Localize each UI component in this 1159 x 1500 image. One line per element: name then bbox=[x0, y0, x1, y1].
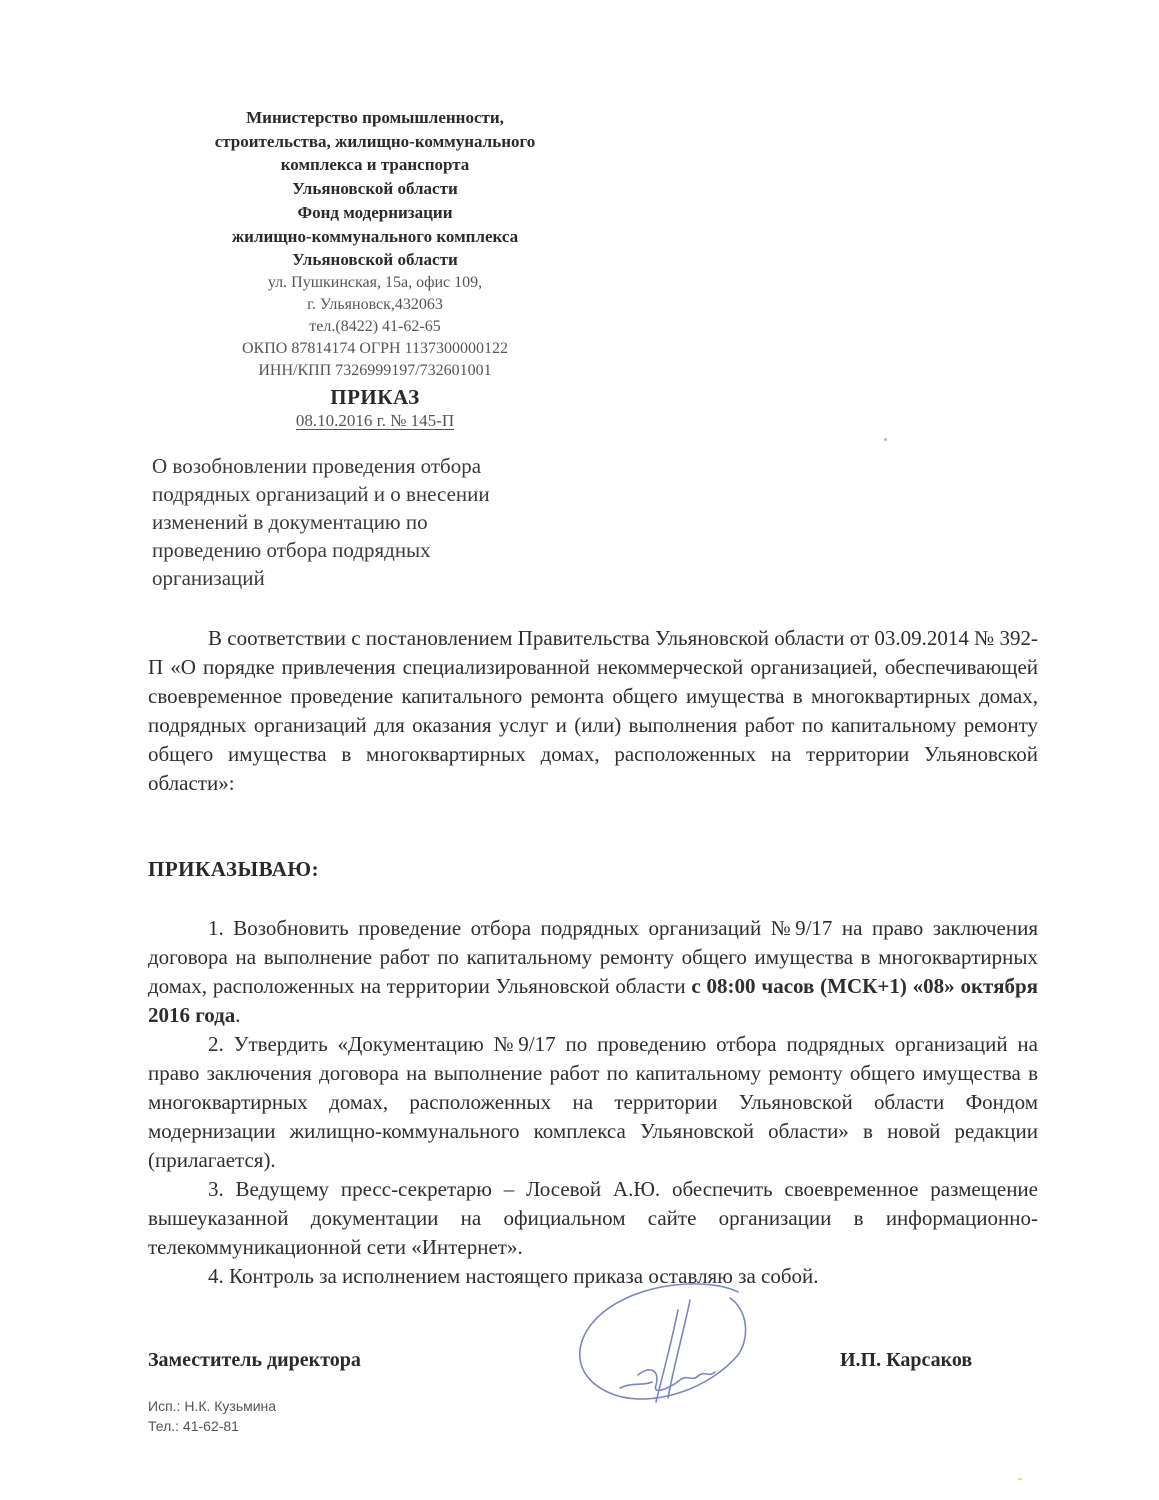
order-date-number: 08.10.2016 г. № 145-П bbox=[295, 410, 455, 430]
org-line-7: Ульяновской области bbox=[292, 250, 458, 270]
address-line-2: г. Ульяновск,432063 bbox=[307, 295, 443, 313]
order-verb-heading: ПРИКАЗЫВАЮ: bbox=[148, 857, 320, 881]
org-line-6: жилищно-коммунального комплекса bbox=[231, 226, 519, 246]
order-item-3: 3. Ведущему пресс-секретарю – Лосевой А.Ю. обеспечить своевременное размещение вышеуказанной документации на официальном сайте организации в информационно-телекоммуникационной сети «Интернет». bbox=[148, 1177, 1038, 1259]
org-line-5: Фонд модернизации bbox=[297, 202, 453, 222]
preamble-text: В соответствии с постановлением Правительства Ульяновской области от 03.09.2014 № 392-П «О порядке привлечения специализированной некоммерческой организацией, обеспечивающей своевременное проведение капитального ремонта общего имущества в многоквартирных домах, подрядных организаций для оказания услуг и (или) выполнения работ по капитальному ремонту общего имущества в многоквартирных домах, расположенных на территории Ульяновской области»: bbox=[148, 626, 1038, 795]
executor-info bbox=[148, 1396, 276, 1436]
subject-line-1: О возобновлении проведения отбора bbox=[152, 454, 482, 478]
subject-line-3: изменений в документацию по bbox=[152, 510, 428, 534]
subject-line-4: проведению отбора подрядных bbox=[152, 538, 431, 562]
org-line-4: Ульяновской области bbox=[292, 179, 458, 199]
address-line-5: ИНН/КПП 7326999197/732601001 bbox=[258, 361, 492, 379]
order-item-1: 1. Возобновить проведение отбора подрядных организаций №9/17 на право заключения договора на выполнение работ по капитальному ремонту общего имущества в многоквартирных домах, расположенных на территории Ульяновской области с 08:00 часов (МСК+1) «08» октября 2016 года. bbox=[148, 916, 1038, 1027]
executor-name: Исп.: Н.К. Кузьмина bbox=[148, 1398, 277, 1414]
order-item-2: 2. Утвердить «Документацию №9/17 по проведению отбора подрядных организаций на право заключения договора на выполнение работ по капитальному ремонту общего имущества в многоквартирных домах, расположенных на территории Ульяновской области Фондом модернизации жилищно-коммунального комплекса Ульяновской области» в новой редакции (прилагается). bbox=[148, 1032, 1038, 1172]
letterhead bbox=[130, 106, 620, 432]
subject-line-5: организаций bbox=[152, 566, 265, 590]
org-line-1: Министерство промышленности, bbox=[246, 108, 504, 127]
order-title: ПРИКАЗ bbox=[330, 384, 420, 409]
scan-speck bbox=[884, 438, 887, 441]
address-line-3: тел.(8422) 41-62-65 bbox=[309, 317, 441, 335]
handwritten-signature bbox=[560, 1270, 760, 1420]
org-line-2: строительства, жилищно-коммунального bbox=[214, 131, 536, 151]
order-item-1-date: с 08:00 часов (МСК+1) «08» октября 2016 года bbox=[148, 974, 1038, 1027]
address-line-1: ул. Пушкинская, 15а, офис 109, bbox=[267, 273, 483, 291]
signatory-name: И.П. Карсаков bbox=[840, 1349, 973, 1371]
preamble bbox=[148, 624, 1038, 798]
order-subject bbox=[152, 452, 582, 592]
org-line-3: комплекса и транспорта bbox=[280, 155, 470, 175]
order-item-4: 4. Контроль за исполнением настоящего приказа оставляю за собой. bbox=[208, 1264, 819, 1288]
order-items bbox=[148, 914, 1038, 1291]
executor-phone: Тел.: 41-62-81 bbox=[148, 1418, 239, 1434]
address-line-4: ОКПО 87814174 ОГРН 1137300000122 bbox=[242, 339, 508, 357]
scan-speck bbox=[1018, 1478, 1022, 1480]
signatory-role: Заместитель директора bbox=[148, 1349, 361, 1371]
subject-line-2: подрядных организаций и о внесении bbox=[152, 482, 490, 506]
